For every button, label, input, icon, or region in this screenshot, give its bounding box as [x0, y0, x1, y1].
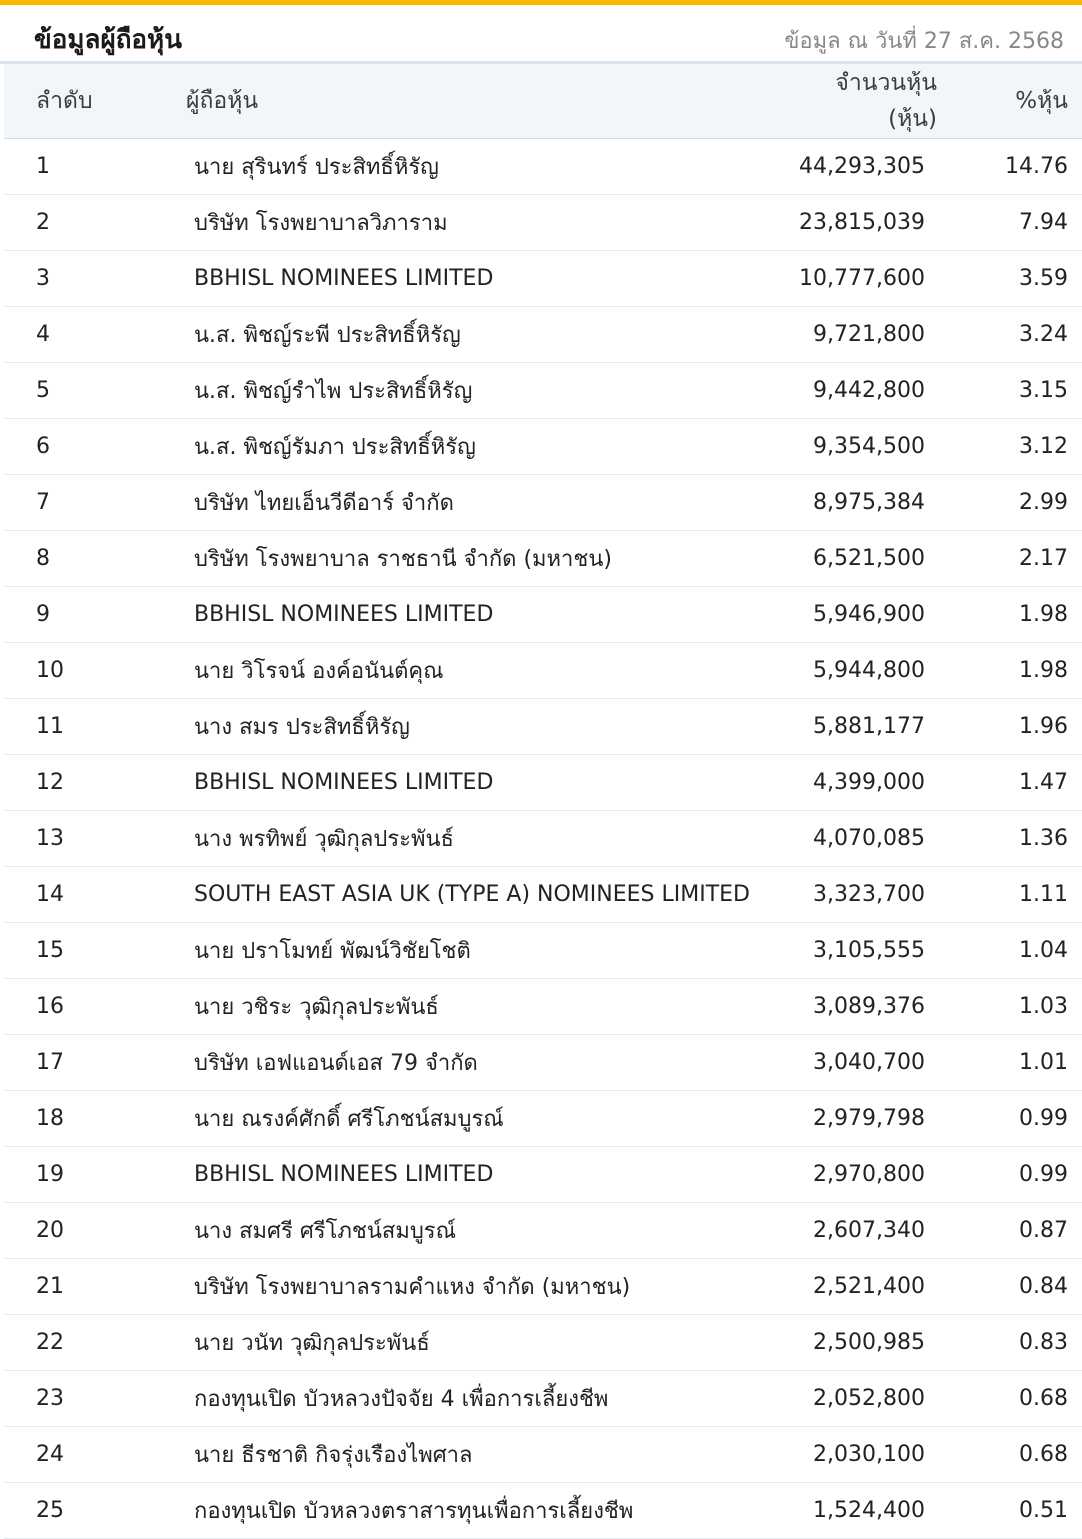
as-of-date: ข้อมูล ณ วันที่ 27 ส.ค. 2568 [784, 29, 1064, 54]
shares-cell: 2,030,100 [787, 1427, 947, 1483]
holder-cell: บริษัท ไทยเอ็นวีดีอาร์ จำกัด [152, 475, 787, 531]
holder-cell: นาย วนัท วุฒิกุลประพันธ์ [152, 1315, 787, 1371]
column-header-holder: ผู้ถือหุ้น [152, 64, 787, 139]
percent-cell: 1.96 [947, 699, 1082, 755]
table-row [4, 1427, 1082, 1483]
percent-cell: 3.15 [947, 363, 1082, 419]
table-row [4, 1259, 1082, 1315]
holder-cell: น.ส. พิชญ์รำไพ ประสิทธิ์หิรัญ [152, 363, 787, 419]
holder-cell: น.ส. พิชญ์ระพี ประสิทธิ์หิรัญ [152, 307, 787, 363]
table-body [4, 139, 1082, 1539]
table-row [4, 251, 1082, 307]
shares-cell: 2,970,800 [787, 1147, 947, 1203]
shares-cell: 3,040,700 [787, 1035, 947, 1091]
percent-cell: 7.94 [947, 195, 1082, 251]
table-row [4, 867, 1082, 923]
percent-cell: 0.99 [947, 1147, 1082, 1203]
rank-cell: 7 [4, 475, 152, 531]
holder-cell: นาย ณรงค์ศักดิ์ ศรีโภชน์สมบูรณ์ [152, 1091, 787, 1147]
percent-cell: 1.11 [947, 867, 1082, 923]
percent-cell: 1.36 [947, 811, 1082, 867]
rank-cell: 13 [4, 811, 152, 867]
rank-cell: 9 [4, 587, 152, 643]
percent-cell: 1.04 [947, 923, 1082, 979]
table-row [4, 1315, 1082, 1371]
holder-cell: BBHISL NOMINEES LIMITED [152, 1147, 787, 1203]
holder-cell: BBHISL NOMINEES LIMITED [152, 587, 787, 643]
card-header [0, 5, 1082, 61]
percent-cell: 1.01 [947, 1035, 1082, 1091]
shares-cell: 2,521,400 [787, 1259, 947, 1315]
table-row [4, 587, 1082, 643]
table-row [4, 811, 1082, 867]
shares-cell: 2,607,340 [787, 1203, 947, 1259]
rank-cell: 25 [4, 1483, 152, 1539]
percent-cell: 0.87 [947, 1203, 1082, 1259]
shares-cell: 9,354,500 [787, 419, 947, 475]
rank-cell: 18 [4, 1091, 152, 1147]
rank-cell: 17 [4, 1035, 152, 1091]
shares-cell: 2,500,985 [787, 1315, 947, 1371]
shares-cell: 5,946,900 [787, 587, 947, 643]
table-row [4, 699, 1082, 755]
table-row [4, 1147, 1082, 1203]
column-header-shares: จำนวนหุ้น (หุ้น) [787, 64, 947, 139]
rank-cell: 3 [4, 251, 152, 307]
table-row [4, 419, 1082, 475]
percent-cell: 3.24 [947, 307, 1082, 363]
rank-cell: 19 [4, 1147, 152, 1203]
table-row [4, 475, 1082, 531]
shares-cell: 1,524,400 [787, 1483, 947, 1539]
holder-cell: บริษัท เอฟแอนด์เอส 79 จำกัด [152, 1035, 787, 1091]
shares-cell: 10,777,600 [787, 251, 947, 307]
table-row [4, 139, 1082, 195]
percent-cell: 0.83 [947, 1315, 1082, 1371]
holder-cell: น.ส. พิชญ์รัมภา ประสิทธิ์หิรัญ [152, 419, 787, 475]
shareholder-table [4, 64, 1082, 1539]
shares-cell: 4,399,000 [787, 755, 947, 811]
shares-cell: 23,815,039 [787, 195, 947, 251]
holder-cell: บริษัท โรงพยาบาลวิภาราม [152, 195, 787, 251]
percent-cell: 1.47 [947, 755, 1082, 811]
rank-cell: 1 [4, 139, 152, 195]
holder-cell: BBHISL NOMINEES LIMITED [152, 755, 787, 811]
shares-cell: 6,521,500 [787, 531, 947, 587]
rank-cell: 10 [4, 643, 152, 699]
shares-cell: 9,442,800 [787, 363, 947, 419]
rank-cell: 8 [4, 531, 152, 587]
percent-cell: 0.68 [947, 1427, 1082, 1483]
shares-cell: 3,323,700 [787, 867, 947, 923]
holder-cell: นาย วิโรจน์ องค์อนันต์คุณ [152, 643, 787, 699]
table-row [4, 1035, 1082, 1091]
rank-cell: 5 [4, 363, 152, 419]
percent-cell: 2.99 [947, 475, 1082, 531]
table-row [4, 195, 1082, 251]
rank-cell: 24 [4, 1427, 152, 1483]
page-title: ข้อมูลผู้ถือหุ้น [34, 25, 182, 55]
table-row [4, 979, 1082, 1035]
rank-cell: 16 [4, 979, 152, 1035]
percent-cell: 2.17 [947, 531, 1082, 587]
shares-cell: 2,979,798 [787, 1091, 947, 1147]
shares-cell: 3,089,376 [787, 979, 947, 1035]
holder-cell: นาย ธีรชาติ กิจรุ่งเรืองไพศาล [152, 1427, 787, 1483]
shares-cell: 4,070,085 [787, 811, 947, 867]
holder-cell: นาง พรทิพย์ วุฒิกุลประพันธ์ [152, 811, 787, 867]
rank-cell: 20 [4, 1203, 152, 1259]
column-header-percent: %หุ้น [947, 64, 1082, 139]
rank-cell: 23 [4, 1371, 152, 1427]
holder-cell: นาย สุรินทร์ ประสิทธิ์หิรัญ [152, 139, 787, 195]
holder-cell: BBHISL NOMINEES LIMITED [152, 251, 787, 307]
percent-cell: 3.59 [947, 251, 1082, 307]
holder-cell: กองทุนเปิด บัวหลวงปัจจัย 4 เพื่อการเลี้ยงชีพ [152, 1371, 787, 1427]
holder-cell: บริษัท โรงพยาบาล ราชธานี จำกัด (มหาชน) [152, 531, 787, 587]
table-row [4, 307, 1082, 363]
rank-cell: 12 [4, 755, 152, 811]
table-header-row [4, 64, 1082, 139]
table-row [4, 1091, 1082, 1147]
table-row [4, 531, 1082, 587]
table-row [4, 1203, 1082, 1259]
percent-cell: 0.84 [947, 1259, 1082, 1315]
rank-cell: 4 [4, 307, 152, 363]
holder-cell: นาย วชิระ วุฒิกุลประพันธ์ [152, 979, 787, 1035]
percent-cell: 1.03 [947, 979, 1082, 1035]
shares-cell: 9,721,800 [787, 307, 947, 363]
rank-cell: 14 [4, 867, 152, 923]
holder-cell: SOUTH EAST ASIA UK (TYPE A) NOMINEES LIMITED [152, 867, 787, 923]
shares-cell: 3,105,555 [787, 923, 947, 979]
shares-cell: 2,052,800 [787, 1371, 947, 1427]
shares-cell: 5,881,177 [787, 699, 947, 755]
table-row [4, 755, 1082, 811]
percent-cell: 0.51 [947, 1483, 1082, 1539]
rank-cell: 22 [4, 1315, 152, 1371]
percent-cell: 0.68 [947, 1371, 1082, 1427]
holder-cell: บริษัท โรงพยาบาลรามคำแหง จำกัด (มหาชน) [152, 1259, 787, 1315]
table-row [4, 363, 1082, 419]
table-row [4, 1483, 1082, 1539]
rank-cell: 2 [4, 195, 152, 251]
table-row [4, 643, 1082, 699]
rank-cell: 6 [4, 419, 152, 475]
holder-cell: นาง สมศรี ศรีโภชน์สมบูรณ์ [152, 1203, 787, 1259]
holder-cell: นาง สมร ประสิทธิ์หิรัญ [152, 699, 787, 755]
percent-cell: 0.99 [947, 1091, 1082, 1147]
table-row [4, 923, 1082, 979]
table-row [4, 1371, 1082, 1427]
holder-cell: กองทุนเปิด บัวหลวงตราสารทุนเพื่อการเลี้ยงชีพ [152, 1483, 787, 1539]
holder-cell: นาย ปราโมทย์ พัฒน์วิชัยโชติ [152, 923, 787, 979]
percent-cell: 1.98 [947, 643, 1082, 699]
rank-cell: 21 [4, 1259, 152, 1315]
rank-cell: 15 [4, 923, 152, 979]
column-header-rank: ลำดับ [4, 64, 152, 139]
shares-cell: 8,975,384 [787, 475, 947, 531]
percent-cell: 14.76 [947, 139, 1082, 195]
shares-cell: 44,293,305 [787, 139, 947, 195]
shares-cell: 5,944,800 [787, 643, 947, 699]
percent-cell: 3.12 [947, 419, 1082, 475]
rank-cell: 11 [4, 699, 152, 755]
percent-cell: 1.98 [947, 587, 1082, 643]
